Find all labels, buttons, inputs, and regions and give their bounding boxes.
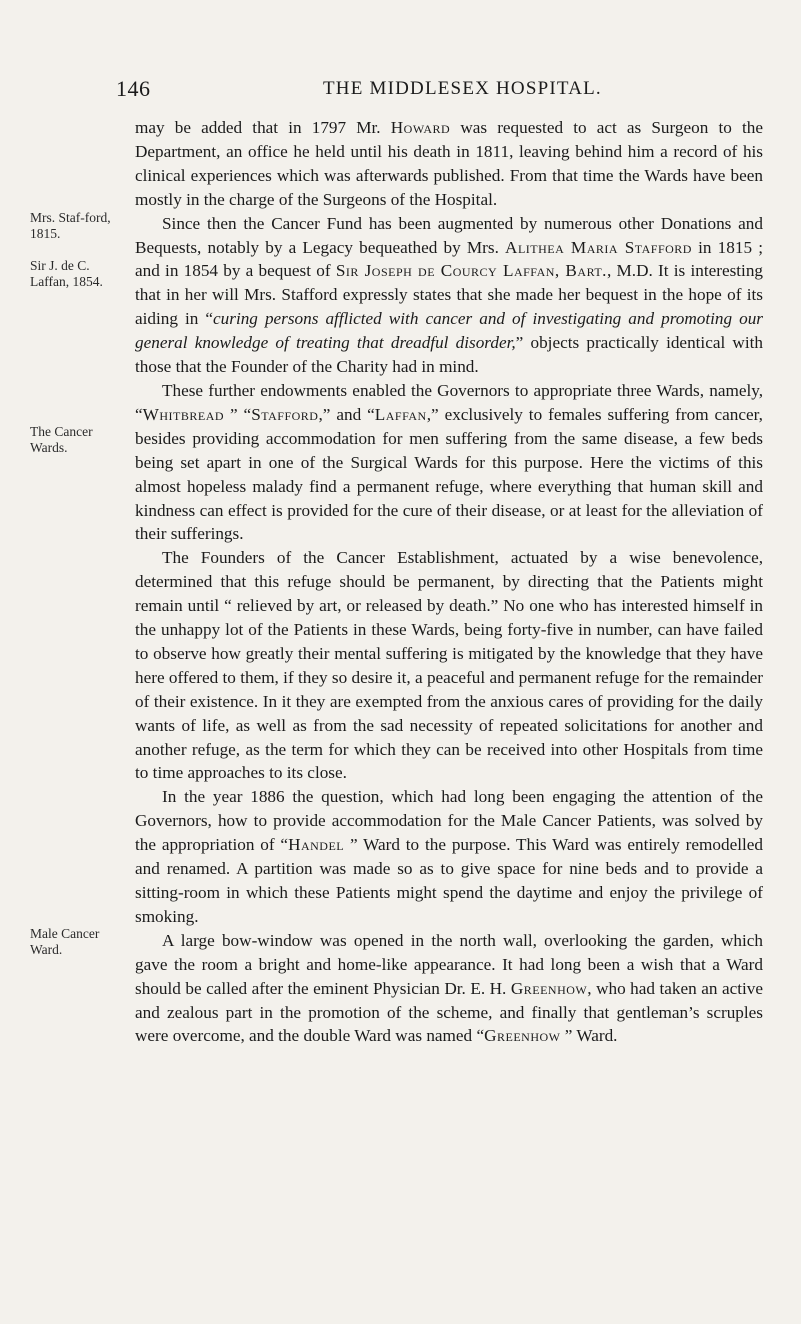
margin-note-male-cancer-ward: Male Cancer Ward. [30, 926, 100, 957]
margin-note-laffan: Sir J. de C. Laffan, 1854. [30, 258, 103, 289]
paragraph-2: Since then the Cancer Fund has been augmented by numerous other Donations and Bequests, notably by a Legacy bequeathed by Mrs. Alithea Maria Stafford in 1815 ; and in 1854 by a bequest of Sir Joseph de Courcy Laffan, Bart., M.D. It is interesting that in her will Mrs. Stafford expressly states that she made her bequest in the hope of its aiding in “curing persons afflicted with cancer and of investigating and promoting our general knowledge of treating that dreadful disorder,” objects practically identical with those that the Founder of the Charity had in mind. [135, 213, 764, 377]
paragraph-1: may be added that in 1797 Mr. Howard was requested to act as Surgeon to the Department, an office he held until his death in 1811, leaving behind him a record of his clinical experiences which was afterwards published. From that time the Wards have been mostly in the charge of the Surgeons of the Hospital. [135, 118, 763, 209]
ward-stafford: Stafford [251, 404, 319, 424]
ward-handel: Handel [288, 835, 345, 855]
ward-greenhow: Greenhow [484, 1026, 561, 1046]
margin-note-stafford: Mrs. Staf-ford, 1815. [30, 210, 111, 241]
paragraph-3: These further endowments enabled the Governors to appropriate three Wards, namely, “Whitbread ” “Stafford,” and “Laffan,” exclusively to females suffering from cancer, besides providing accommodation for men suffering from the same disease, a few beds being set apart in one of the Surgical Wards for this purpose. Here the victims of this almost hopeless malady find a permanent refuge, where everything that human skill and kindness can effect is provided for the cure of their disease, or at least for the alleviation of their sufferings. [135, 380, 763, 544]
name-laffan: Sir Joseph de Courcy Laffan, Bart. [335, 261, 607, 281]
name-howard: Howard [390, 118, 451, 137]
paragraph-4: The Founders of the Cancer Establishment, actuated by a wise benevolence, determined that this refuge should be permanent, by directing that the Patients might remain until “ relieved by art, or released by death.” No one who has interested himself in the unhappy lot of the Patients in these Wards, being forty-five in number, can have failed to observe how greatly their mental suffering is mitigated by the knowledge that they have here offered to them, if they so desire it, a peaceful and permanent refuge for the remainder of their existence. In it they are exempted from the anxious cares of providing for the daily wants of life, as well as from the sad necessity of repeated solicitations for another and another refuge, as the term for which they can be received into other Hospitals from time to time approaches to its close. [135, 548, 763, 783]
paragraph-5: In the year 1886 the question, which had long been engaging the attention of the Governors, how to provide accommodation for the Male Cancer Patients, was solved by the appropriation of “Handel ” Ward to the purpose. This Ward was entirely remodelled and renamed. A partition was made so as to give space for nine beds and to provide a sitting-room in which these Patients might spend the daytime and enjoy the privilege of smoking. [135, 787, 763, 926]
body-text [135, 116, 763, 1048]
page-number: 146 [116, 76, 151, 101]
paragraph-6: A large bow-window was opened in the north wall, overlooking the garden, which gave the room a bright and home-like appearance. It had long been a wish that a Ward should be called after the eminent Physician Dr. E. H. Greenhow, who had taken an active and zealous part in the promotion of the scheme, and finally that gentleman’s scruples were overcome, and the double Ward was named “Greenhow ” Ward. [135, 930, 763, 1046]
running-title: THE MIDDLESEX HOSPITAL. [323, 78, 602, 99]
margin-note-cancer-wards: The Cancer Wards. [30, 424, 93, 455]
will-quote: curing persons afflicted with cancer and of investigating and promoting our general knowledge of treating that dreadful disorder, [135, 309, 763, 353]
name-stafford: Alithea Maria Stafford [505, 237, 692, 257]
ward-whitbread: Whitbread [142, 404, 225, 424]
ward-laffan: Laffan [374, 404, 427, 424]
page-header [0, 76, 801, 106]
name-greenhow: Greenhow [510, 978, 588, 998]
